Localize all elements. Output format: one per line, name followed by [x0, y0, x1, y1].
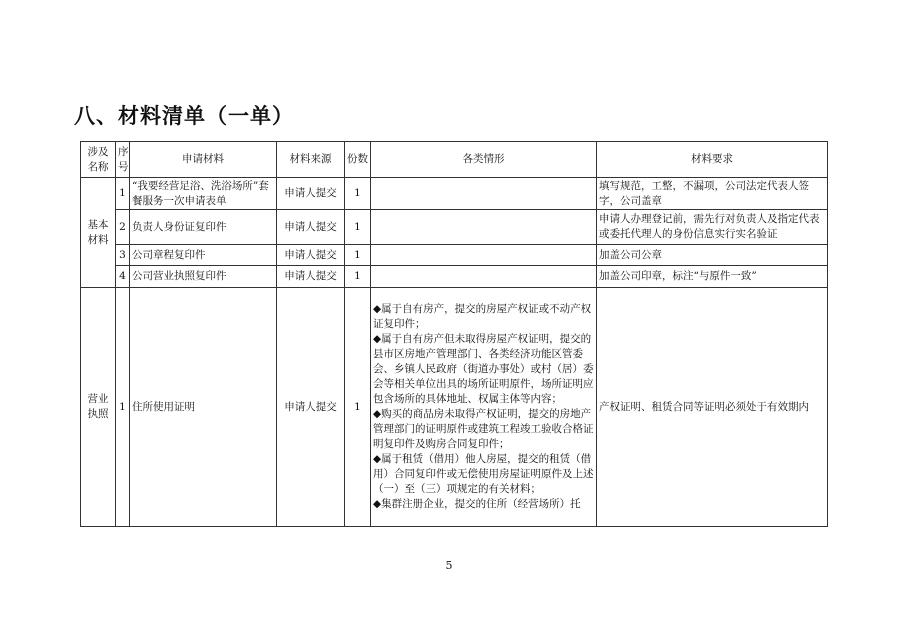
row-scenario [371, 210, 597, 245]
table-row [81, 178, 828, 210]
group-name-basic: 基本材料 [81, 178, 116, 288]
table-row [81, 266, 828, 288]
header-category: 涉及名称 [81, 142, 116, 178]
row-material: 负责人身份证复印件 [130, 210, 277, 245]
row-material: “我要经营足浴、洗浴场所”套餐服务一次申请表单 [130, 178, 277, 210]
row-requirement: 填写规范，工整，不漏项，公司法定代表人签字，公司盖章 [597, 178, 828, 210]
row-seq: 1 [116, 288, 130, 527]
row-source: 申请人提交 [277, 288, 345, 527]
table-header-row [81, 142, 828, 178]
row-source: 申请人提交 [277, 266, 345, 288]
page-number: 5 [445, 559, 453, 572]
table-row [81, 288, 828, 527]
row-material: 公司章程复印件 [130, 245, 277, 266]
row-source: 申请人提交 [277, 245, 345, 266]
row-requirement: 申请人办理登记前，需先行对负责人及指定代表或委托代理人的身份信息实行实名验证 [597, 210, 828, 245]
row-scenario [371, 178, 597, 210]
scenario-item: ◆集群注册企业，提交的住所（经营场所）托 [373, 498, 581, 510]
row-scenario [371, 266, 597, 288]
row-copies: 1 [345, 288, 371, 527]
header-scenario: 各类情形 [371, 142, 597, 178]
header-requirement: 材料要求 [597, 142, 828, 178]
row-source: 申请人提交 [277, 178, 345, 210]
header-material: 申请材料 [130, 142, 277, 178]
row-seq: 4 [116, 266, 130, 288]
row-requirement: 加盖公司公章 [597, 245, 828, 266]
scenario-item: ◆属于自有房产，提交的房屋产权证或不动产权证复印件； [373, 303, 592, 330]
row-seq: 3 [116, 245, 130, 266]
row-seq: 2 [116, 210, 130, 245]
header-seq: 序号 [116, 142, 130, 178]
scenario-item: ◆属于自有房产但未取得房屋产权证明，提交的县市区房地产管理部门、各类经济功能区管委会、乡镇人民政府（街道办事处）或村（居）委会等相关单位出具的场所证明原件，场所证明应包含场所的具体地址、权属主体等内容； [373, 333, 594, 405]
group-name-license: 营业执照 [81, 288, 116, 527]
header-copies: 份数 [345, 142, 371, 178]
table-row [81, 245, 828, 266]
scenario-item: ◆购买的商品房未取得产权证明，提交的房地产管理部门的证明原件或建筑工程竣工验收合格证明复印件及购房合同复印件； [373, 408, 594, 450]
row-seq: 1 [116, 178, 130, 210]
section-title: 八、材料清单（一单） [74, 104, 294, 128]
materials-table [80, 141, 828, 527]
row-copies: 1 [345, 210, 371, 245]
row-copies: 1 [345, 266, 371, 288]
scenario-item: ◆属于租赁（借用）他人房屋，提交的租赁（借用）合同复印件或无偿使用房屋证明原件及上述（一）至（三）项规定的有关材料； [373, 453, 594, 495]
row-scenario [371, 245, 597, 266]
row-material: 公司营业执照复印件 [130, 266, 277, 288]
row-requirement: 加盖公司印章，标注“与原件一致” [597, 266, 828, 288]
row-requirement: 产权证明、租赁合同等证明必须处于有效期内 [597, 288, 828, 527]
row-material: 住所使用证明 [130, 288, 277, 527]
row-copies: 1 [345, 245, 371, 266]
row-source: 申请人提交 [277, 210, 345, 245]
row-scenario [371, 288, 597, 527]
header-source: 材料来源 [277, 142, 345, 178]
table-row [81, 210, 828, 245]
row-copies: 1 [345, 178, 371, 210]
